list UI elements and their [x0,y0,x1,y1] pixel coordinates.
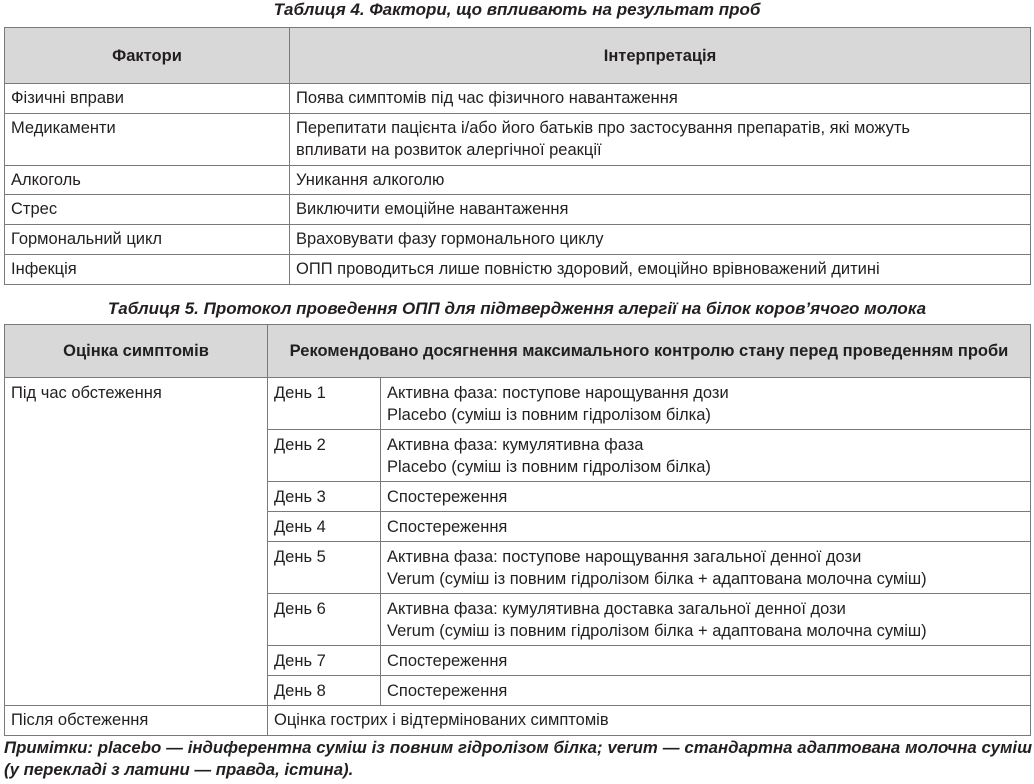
interpretation-line: Перепитати пацієнта і/або його батьків про застосування препаратів, які можуть [296,119,911,137]
activity-line: Спостереження [387,682,508,700]
factor-row [5,195,1031,225]
activity-line: Активна фаза: поступове нарощування загальної денної дози [387,548,862,566]
factor-row [5,225,1031,255]
interpretation-line: Виключити емоційне навантаження [296,200,569,218]
day-activity [381,482,1031,512]
factor-interpretation [290,225,1031,255]
day-activity [381,512,1031,542]
day-activity [381,378,1031,430]
factor-interpretation [290,114,1031,166]
factors-table-body [5,84,1031,285]
header-symptom-assessment: Оцінка симптомів [5,325,268,378]
factors-table [4,27,1031,285]
day-activity [381,542,1031,594]
activity-line: Активна фаза: кумулятивна фаза [387,436,644,454]
protocol-table-body [5,378,1031,736]
day-activity [381,594,1031,646]
table-notes: Примітки: placebo — індиферентна суміш із повним гідролізом білка; verum — стандартна адаптована молочна суміш (у перекладі з латини — правда, істина). [4,738,1032,779]
interpretation-line: Уникання алкоголю [296,171,445,189]
factor-name: Стрес [5,195,290,225]
factor-name: Інфекція [5,255,290,285]
interpretation-line: впливати на розвиток алергічної реакції [296,141,602,159]
protocol-table [4,324,1031,736]
activity-line: Placebo (суміш із повним гідролізом білка) [387,406,711,424]
activity-line: Спостереження [387,652,508,670]
header-interpretation: Інтерпретація [290,28,1031,84]
interpretation-line: Враховувати фазу гормонального циклу [296,230,604,248]
day-activity [381,646,1031,676]
activity-line: Verum (суміш із повним гідролізом білка + адаптована молочна суміш) [387,622,927,640]
activity-line: Спостереження [387,518,508,536]
day-label: День 7 [268,646,381,676]
interpretation-line: ОПП проводиться лише повністю здоровий, емоційно врівноважений дитині [296,260,880,278]
day-label: День 5 [268,542,381,594]
day-label: День 2 [268,430,381,482]
factor-name: Гормональний цикл [5,225,290,255]
factor-interpretation [290,195,1031,225]
day-label: День 1 [268,378,381,430]
day-activity [381,676,1031,706]
during-examination-label: Під час обстеження [5,378,268,706]
day-label: День 6 [268,594,381,646]
factor-interpretation [290,166,1031,195]
day-label: День 3 [268,482,381,512]
day-label: День 4 [268,512,381,542]
after-examination-label: Після обстеження [5,706,268,736]
factor-name: Медикаменти [5,114,290,166]
factor-interpretation [290,255,1031,285]
activity-line: Placebo (суміш із повним гідролізом білка) [387,458,711,476]
after-examination-row [5,706,1031,736]
activity-line: Спостереження [387,488,508,506]
factor-row [5,114,1031,166]
table4-caption: Таблиця 4. Фактори, що впливають на результат проб [273,0,761,19]
day-activity [381,430,1031,482]
activity-line: Активна фаза: поступове нарощування дози [387,384,729,402]
interpretation-line: Поява симптомів під час фізичного навантаження [296,89,678,107]
protocol-day-row [5,378,1031,430]
table5-caption: Таблиця 5. Протокол проведення ОПП для підтвердження алергії на білок коров’ячого молока [107,299,927,318]
day-label: День 8 [268,676,381,706]
factor-row [5,255,1031,285]
activity-line: Verum (суміш із повним гідролізом білка + адаптована молочна суміш) [387,570,927,588]
header-recommendation: Рекомендовано досягнення максимального контролю стану перед проведенням проби [268,325,1031,378]
factor-name: Алкоголь [5,166,290,195]
factor-row [5,84,1031,114]
factor-interpretation [290,84,1031,114]
header-factors: Фактори [5,28,290,84]
activity-line: Активна фаза: кумулятивна доставка загальної денної дози [387,600,846,618]
factor-row [5,166,1031,195]
factor-name: Фізичні вправи [5,84,290,114]
after-examination-text: Оцінка гострих і відтермінованих симптомів [268,706,1031,736]
